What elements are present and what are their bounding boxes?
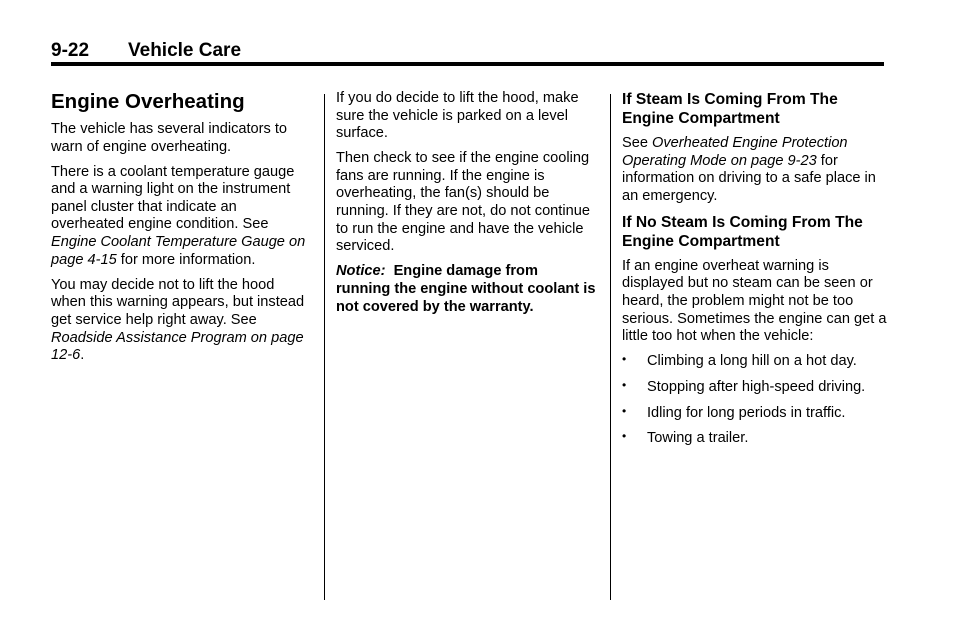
paragraph-text: for more information. <box>116 251 256 268</box>
bullet-icon: • <box>622 403 627 418</box>
notice-label: Notice: <box>336 263 386 280</box>
page-number: 9-22 <box>51 40 90 61</box>
bullet-icon: • <box>622 377 627 392</box>
notice-block <box>336 263 596 316</box>
paragraph-check-fans: Then check to see if the engine cooling fans are running. If the engine is overheating, the fan(s) should be running. If they are not, do not continue to run the engine and have the vehicle serviced. <box>336 150 590 255</box>
page-title: Engine Overheating <box>51 90 245 113</box>
list-item <box>622 405 888 423</box>
subheading-no-steam: If No Steam Is Coming From The Engine Compartment <box>622 213 863 250</box>
paragraph-text: for information on driving to a safe place in an emergency. <box>622 152 876 204</box>
paragraph-intro: The vehicle has several indicators to warn of engine overheating. <box>51 121 288 155</box>
cross-reference-link[interactable]: Engine Coolant Temperature Gauge on page 4-15 <box>51 234 306 268</box>
cross-reference-link[interactable]: Overheated Engine Protection Operating Mode on page 9-23 <box>622 135 848 169</box>
cross-reference-link[interactable]: Roadside Assistance Program on page 12-6 <box>51 329 304 364</box>
paragraph-steam <box>622 135 888 205</box>
paragraph-coolant-gauge <box>51 164 309 270</box>
paragraph-no-steam: If an engine overheat warning is displayed but no steam can be seen or heard, the problem might not be too serious. Sometimes the engine can get a little too hot when the vehicle: <box>622 257 887 345</box>
paragraph-text: There is a coolant temperature gauge and a warning light on the instrument panel cluster that indicate an overheated engine condition. See <box>51 163 295 233</box>
notice-text: Engine damage from running the engine without coolant is not covered by the warranty. <box>336 263 596 315</box>
list-item-text: Stopping after high-speed driving. <box>647 378 866 395</box>
paragraph-text: See <box>622 135 653 151</box>
column-1 <box>51 90 309 372</box>
paragraph-lift-hood: If you do decide to lift the hood, make sure the vehicle is parked on a level surface. <box>336 90 579 142</box>
column-divider-1 <box>324 94 325 600</box>
subheading-steam: If Steam Is Coming From The Engine Compartment <box>622 91 838 127</box>
list-item-text: Towing a trailer. <box>647 430 749 447</box>
conditions-list <box>622 353 888 447</box>
column-divider-2 <box>610 94 611 600</box>
paragraph-service-help <box>51 277 309 365</box>
bullet-icon: • <box>622 352 627 367</box>
column-2 <box>336 90 596 324</box>
list-item-text: Climbing a long hill on a hot day. <box>647 353 857 370</box>
paragraph-text: . <box>80 347 85 364</box>
section-title: Vehicle Care <box>128 40 242 61</box>
list-item <box>622 353 888 371</box>
paragraph-text: You may decide not to lift the hood when this warning appears, but instead get service help right away. See <box>51 276 305 328</box>
header-rule <box>51 62 884 66</box>
bullet-icon: • <box>622 429 627 444</box>
list-item-text: Idling for long periods in traffic. <box>647 404 846 421</box>
list-item <box>622 430 888 448</box>
column-3 <box>622 90 888 456</box>
list-item <box>622 379 888 397</box>
